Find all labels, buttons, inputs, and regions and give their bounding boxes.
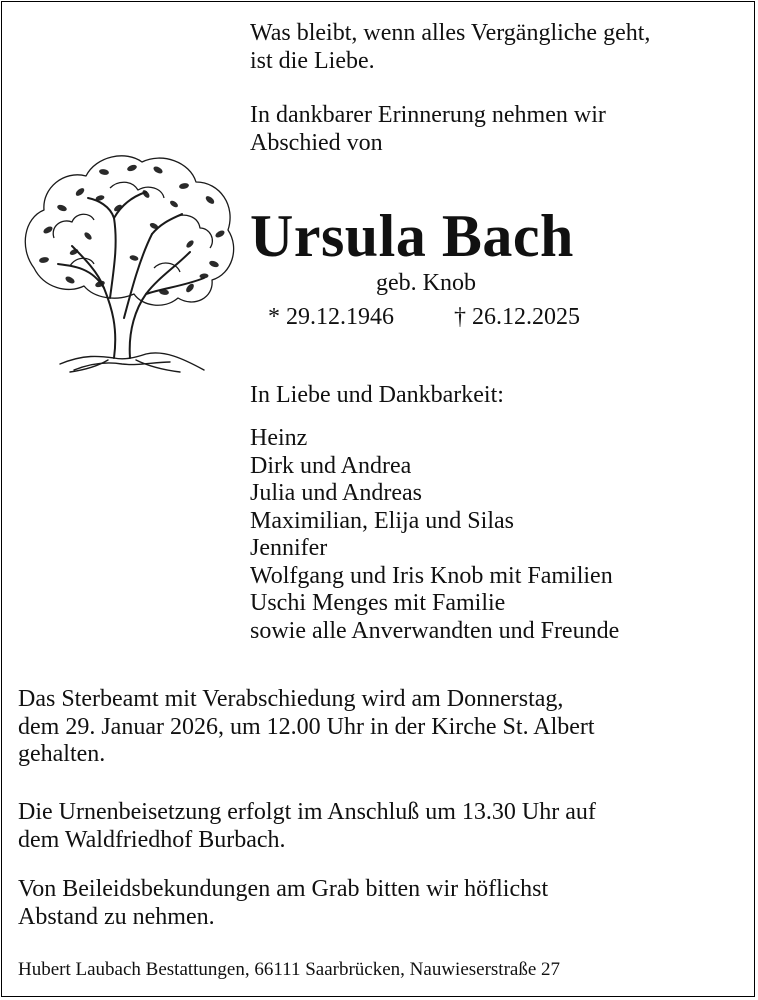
mourner-entry: sowie alle Anverwandten und Freunde xyxy=(250,617,620,644)
service-line: gehalten. xyxy=(18,741,106,767)
mourner-entry: Uschi Menges mit Familie xyxy=(250,590,506,616)
intro-text xyxy=(250,102,606,157)
intro-line: In dankbarer Erinnerung nehmen wir xyxy=(250,102,606,128)
service-line: dem 29. Januar 2026, um 12.00 Uhr in der Kirche St. Albert xyxy=(18,713,595,740)
burial-line: dem Waldfriedhof Burbach. xyxy=(18,826,286,853)
condolences-line: Abstand zu nehmen. xyxy=(18,903,215,930)
mourner-entry: Dirk und Andrea xyxy=(250,452,412,479)
tree-icon xyxy=(14,148,240,378)
mourners-heading: In Liebe und Dankbarkeit: xyxy=(250,382,504,408)
quote-line: Was bleibt, wenn alles Vergängliche geht, xyxy=(250,20,651,46)
burial-paragraph xyxy=(18,799,596,854)
mourners-list xyxy=(250,425,619,645)
mourner-entry: Heinz xyxy=(250,425,308,451)
mourner-entry: Wolfgang und Iris Knob mit Familien xyxy=(250,562,613,589)
service-line: Das Sterbeamt mit Verabschiedung wird am Donnerstag, xyxy=(18,686,564,712)
maiden-name: geb. Knob xyxy=(376,270,476,296)
condolences-paragraph xyxy=(18,876,548,931)
burial-line: Die Urnenbeisetzung erfolgt im Anschluß um 13.30 Uhr auf xyxy=(18,799,596,825)
mourner-entry: Julia und Andreas xyxy=(250,480,422,506)
mourner-entry: Maximilian, Elija und Silas xyxy=(250,507,514,534)
birth-date: * 29.12.1946 xyxy=(268,304,394,330)
quote xyxy=(250,20,650,75)
condolences-line: Von Beileidsbekundungen am Grab bitten wir höflichst xyxy=(18,876,549,902)
service-paragraph xyxy=(18,686,595,769)
funeral-home-footer: Hubert Laubach Bestattungen, 66111 Saarbrücken, Nauwieserstraße 27 xyxy=(18,959,561,980)
quote-line: ist die Liebe. xyxy=(250,47,375,74)
intro-line: Abschied von xyxy=(250,129,383,156)
death-date: † 26.12.2025 xyxy=(454,304,580,330)
mourner-entry: Jennifer xyxy=(250,535,328,561)
deceased-name: Ursula Bach xyxy=(250,203,574,269)
